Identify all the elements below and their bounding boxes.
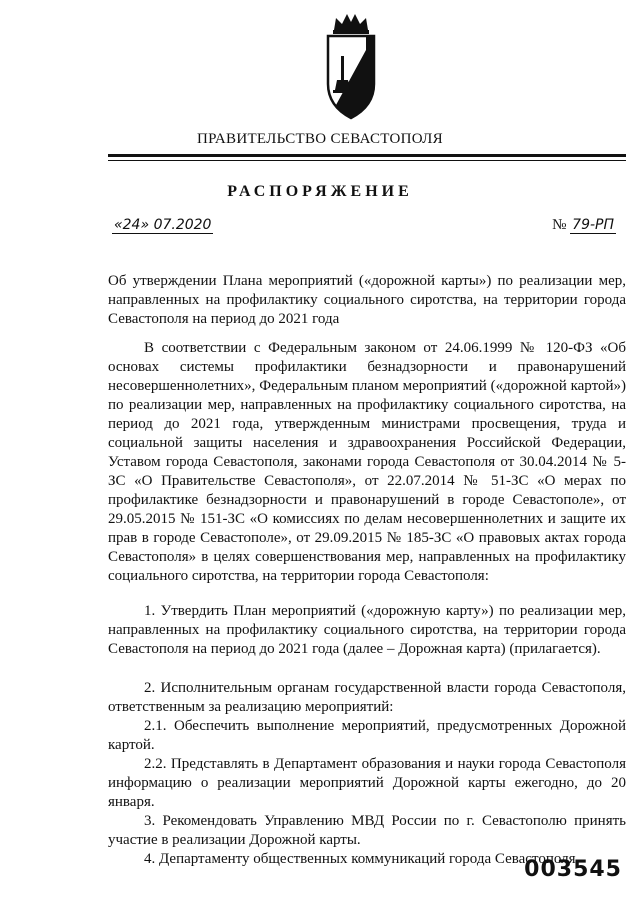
clause-1: 1. Утвердить План мероприятий («дорожную карту») по реализации мер, направленных на профилактику социального сиротства, на территории города Севастополя на период до 2021 года (далее – Дорожная карта) (прилагается). <box>108 603 626 657</box>
clause-2-2: 2.2. Представлять в Департамент образования и науки города Севастополя информацию о реализации мероприятий Дорожной карты ежегодно, до 20 января. <box>108 756 626 810</box>
document-type-title: РАСПОРЯЖЕНИЕ <box>227 183 413 200</box>
document-date <box>112 217 213 234</box>
government-title: ПРАВИТЕЛЬСТВО СЕВАСТОПОЛЯ <box>197 131 443 147</box>
date-handwritten: «24» 07.2020 <box>114 217 212 233</box>
clause-2-1: 2.1. Обеспечить выполнение мероприятий, предусмотренных Дорожной картой. <box>108 718 626 753</box>
document-number: № 79-РП <box>552 217 614 233</box>
clause-3: 3. Рекомендовать Управлению МВД России по г. Севастополю принять участие в реализации Дорожной карты. <box>108 813 626 848</box>
clause-2: 2. Исполнительным органам государственной власти города Севастополя, ответственным за реализацию мероприятий: <box>108 680 626 715</box>
number-handwritten: 79-РП <box>572 217 614 233</box>
header-rule-thin <box>108 160 626 161</box>
header-rule-thick <box>108 154 626 157</box>
serial-number: 003545 <box>524 857 622 882</box>
preamble-paragraph: В соответствии с Федеральным законом от 24.06.1999 № 120-ФЗ «Об основах системы профилактики безнадзорности и правонарушений несовершеннолетних», Федеральным планом мероприятий («дорожной картой») по реализации мер, направленных на профилактику социального сиротства, на период до 2021 года, утвержденным министрами просвещения, труда и социальной защиты населения и здравоохранения Российской Федерации, Уставом города Севастополя, законами города Севастополя от 30.04.2014 № 5-ЗС «О Правительстве Севастополя», от 22.07.2014 № 51-ЗС «О мерах по профилактике безнадзорности и правонарушений в городе Севастополе», от 29.05.2015 № 151-ЗС «О комиссиях по делам несовершеннолетних и защите их прав в городе Севастополе», от 29.09.2015 № 185-ЗС «О правовых актах города Севастополя» в целях совершенствования мер, направленных на профилактику социального сиротства, на территории города Севастополя: <box>108 340 626 584</box>
sevastopol-coat-of-arms-emblem <box>320 10 382 122</box>
clause-4: 4. Департаменту общественных коммуникаций города Севастополя <box>144 851 576 867</box>
document-subject: Об утверждении Плана мероприятий («дорожной карты») по реализации мер, направленных на профилактику социального сиротства, на территории города Севастополя на период до 2021 года <box>108 273 626 327</box>
